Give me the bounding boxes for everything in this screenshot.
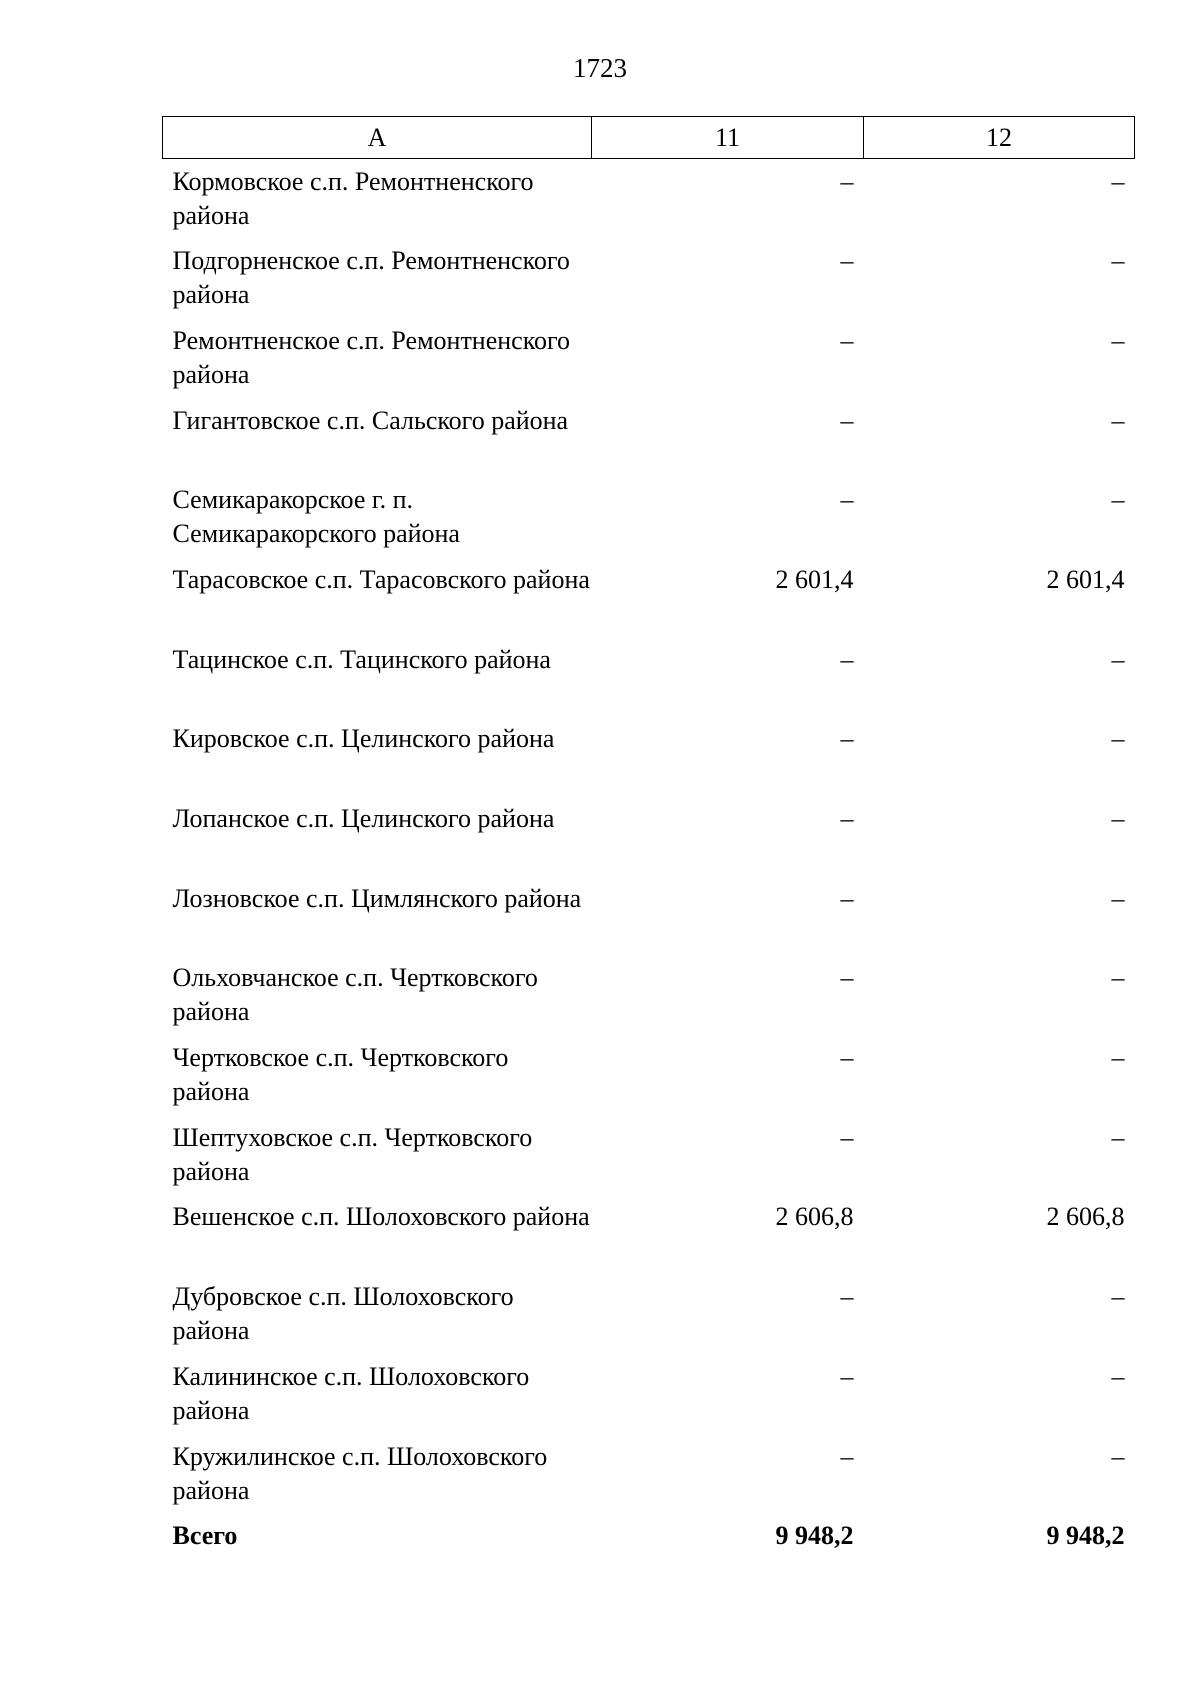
value-col-12: – [1111,883,1125,913]
value-col-12: – [1111,1122,1125,1152]
value-col-11: – [840,644,854,674]
value-col-12: – [1111,167,1125,196]
table-row [163,637,1135,717]
settlement-name: Подгорненское с.п. Ремонтненского района [172,246,570,310]
table-row [163,796,1135,876]
column-header-a: А [163,117,592,159]
value-col-11: – [840,724,854,754]
budget-table [162,116,1135,1553]
value-col-12: – [1111,804,1125,833]
value-col-11: – [840,246,854,276]
value-col-12: – [1111,325,1125,355]
table-row [163,318,1135,398]
settlement-name: Тарасовское с.п. Тарасовского района [172,564,590,594]
column-header-11: 11 [592,117,864,159]
table-row [163,557,1135,637]
value-col-11: 2 601,4 [775,564,854,594]
settlement-name: Ольховчанское с.п. Чертковского района [172,963,538,1027]
table-row [163,1274,1135,1354]
settlement-name: Кормовское с.п. Ремонтненского района [172,167,534,230]
settlement-name: Калининское с.п. Шолоховского района [172,1361,530,1425]
total-col-12: 9 948,2 [1046,1521,1125,1551]
value-col-11: – [840,963,854,993]
table-header-row [163,117,1135,159]
value-col-12: – [1111,644,1125,674]
settlement-name: Шептуховское с.п. Чертковского района [172,1122,533,1186]
value-col-12: – [1111,963,1125,993]
table-row [163,238,1135,318]
settlement-name: Лозновское с.п. Цимлянского района [172,883,582,913]
table-row [163,1115,1135,1195]
settlement-name: Лопанское с.п. Целинского района [172,804,555,833]
settlement-name: Чертковское с.п. Чертковского района [172,1043,509,1107]
value-col-12: 2 606,8 [1046,1202,1125,1232]
value-col-11: – [840,1361,854,1391]
value-col-11: 2 606,8 [775,1202,854,1232]
value-col-12: – [1111,1441,1125,1471]
value-col-11: – [840,1043,854,1073]
value-col-12: – [1111,485,1125,515]
settlement-name: Кировское с.п. Целинского района [172,724,555,754]
table-row [163,1194,1135,1274]
table-row [163,1035,1135,1115]
value-col-11: – [840,1441,854,1471]
table-row [163,398,1135,478]
value-col-12: – [1111,405,1125,435]
value-col-11: – [840,167,854,196]
settlement-name: Дубровское с.п. Шолоховского района [172,1282,514,1346]
table-row [163,1434,1135,1514]
value-col-12: – [1111,1043,1125,1073]
table-row [163,477,1135,557]
settlement-name: Семикаракорское г. п. Семикаракорского района [172,485,460,549]
value-col-12: – [1111,1361,1125,1391]
table-row [163,159,1135,239]
table-row [163,1354,1135,1434]
settlement-name: Тацинское с.п. Тацинского района [172,644,551,674]
total-row [163,1513,1135,1553]
settlement-name: Гигантовское с.п. Сальского района [172,405,569,435]
value-col-12: – [1111,724,1125,754]
value-col-11: – [840,804,854,833]
settlement-name: Кружилинское с.п. Шолоховского района [172,1441,548,1505]
settlement-name: Вешенское с.п. Шолоховского района [172,1202,590,1232]
value-col-11: – [840,325,854,355]
value-col-11: – [840,1282,854,1312]
value-col-12: – [1111,1282,1125,1312]
table-row [163,876,1135,956]
value-col-12: – [1111,246,1125,276]
total-label: Всего [172,1521,238,1551]
page-number: 1723 [573,53,627,83]
table-row [163,716,1135,796]
value-col-12: 2 601,4 [1046,564,1125,594]
settlement-name: Ремонтненское с.п. Ремонтненского района [172,325,571,389]
value-col-11: – [840,1122,854,1152]
column-header-12: 12 [864,117,1135,159]
value-col-11: – [840,485,854,515]
value-col-11: – [840,405,854,435]
total-col-11: 9 948,2 [775,1521,854,1551]
value-col-11: – [840,883,854,913]
table-row [163,955,1135,1035]
